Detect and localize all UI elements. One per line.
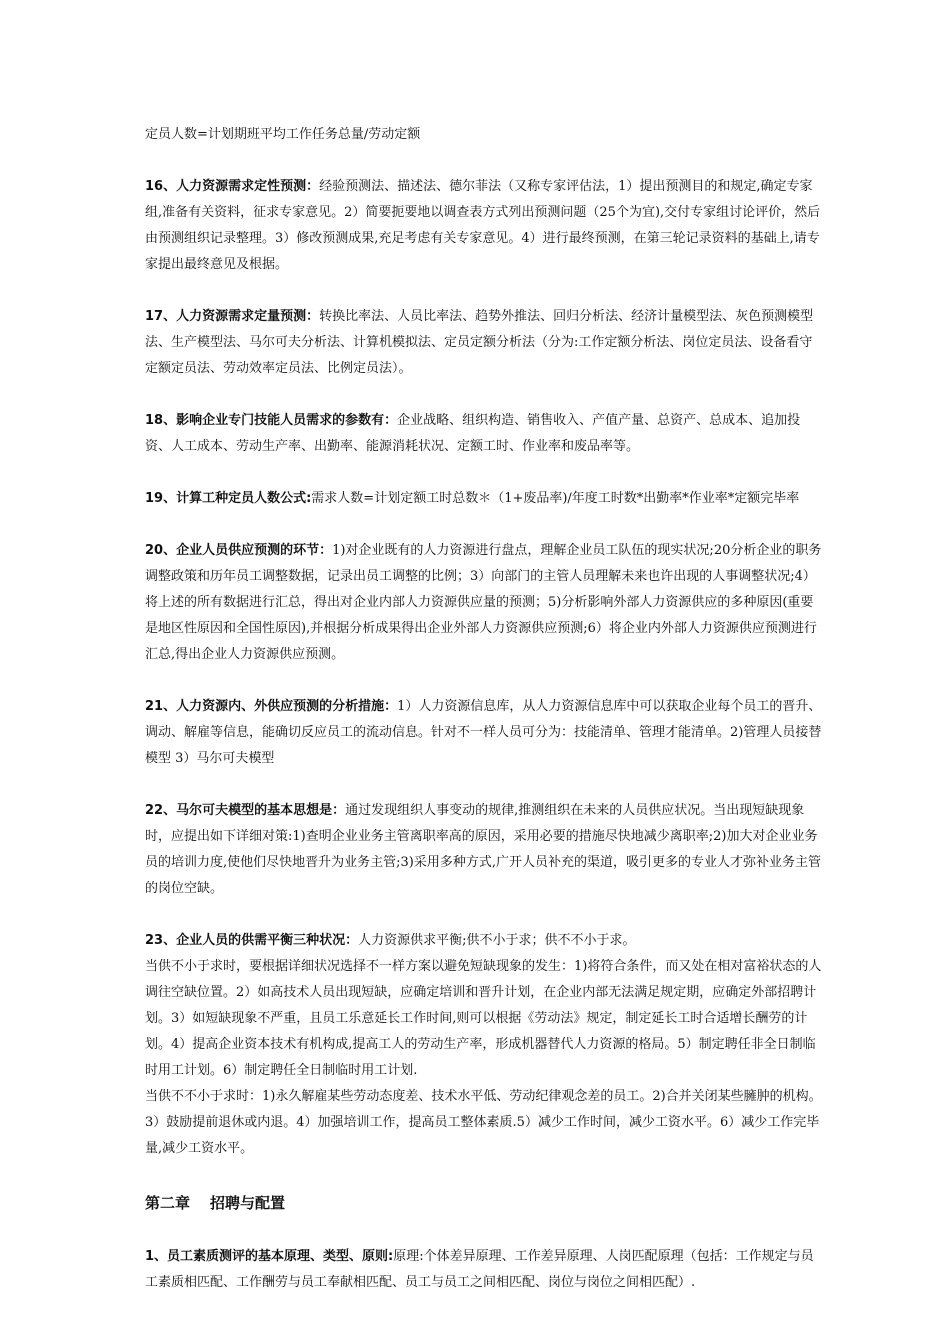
item-17 — [145, 304, 825, 382]
item-20-text: 1)对企业既有的人力资源进行盘点，理解企业员工队伍的现实状况;20分析企业的职务调整政策和历年员工调整数据，记录出员工调整的比例；3）向部门的主管人员理解未来也许出现的人事调整状况;4）将上述的所有数据进行汇总，得出对企业内部人力资源供应量的预测；5)分析影响外部人力资源供应的多种原因(重要是地区性原因和全国性原因),并根据分析成果得出企业外部人力资源供应预测;6）将企业内外部人力资源供应预测进行汇总,得出企业人力资源供应预测。 — [145, 543, 822, 662]
item-17-heading: 17、人力资源需求定量预测： — [145, 309, 320, 324]
chapter-number: 第二章 — [145, 1194, 191, 1212]
item-22 — [145, 798, 825, 902]
document-page — [145, 122, 825, 1296]
chapter-title: 招聘与配置 — [210, 1194, 286, 1212]
item-16 — [145, 174, 825, 278]
item-22-heading: 22、马尔可夫模型的基本思想是： — [145, 803, 346, 818]
item-18-heading: 18、影响企业专门技能人员需求的参数有： — [145, 413, 398, 428]
item-19-text: 需求人数=计划定额工时总数＊（1+废品率)/年度工时数*出勤率*作业率*定额完毕率 — [311, 491, 800, 506]
item-17-text: 转换比率法、人员比率法、趋势外推法、回归分析法、经济计量模型法、灰色预测模型法、生产模型法、马尔可夫分析法、计算机模拟法、定员定额分析法（分为:工作定额分析法、岗位定员法、设备看守定额定员法、劳动效率定员法、比例定员法）。 — [145, 309, 814, 376]
item-16-heading: 16、人力资源需求定性预测： — [145, 179, 320, 194]
item-18 — [145, 408, 825, 460]
formula-line: 定员人数=计划期班平均工作任务总量/劳动定额 — [145, 127, 421, 142]
item-21-text: 1）人力资源信息库，从人力资源信息库中可以获取企业每个员工的晋升、调动、解雇等信息，能确切反应员工的流动信息。针对不一样人员可分为：技能清单、管理才能清单。2)管理人员接替模型 3）马尔可夫模型 — [145, 699, 822, 766]
item-23 — [145, 928, 825, 954]
chapter-item-1-text: 原理:个体差异原理、工作差异原理、人岗匹配原理（包括：工作规定与员工素质相匹配、工作酬劳与员工奉献相匹配、员工与员工之间相匹配、岗位与岗位之间相匹配）. — [145, 1249, 814, 1290]
item-19 — [145, 486, 825, 512]
item-23-continuation-1: 当供不小于求时，要根据详细状况选择不一样方案以避免短缺现象的发生：1)将符合条件，而又处在相对富裕状态的人调往空缺位置。2）如高技术人员出现短缺，应确定培训和晋升计划，在企业内部无法满足规定期，应确定外部招聘计划。3）如短缺现象不严重，且员工乐意延长工作时间,则可以根据《劳动法》规定，制定延长工时合适增长酬劳的计划。4）提高企业资本技术有机构成,提高工人的劳动生产率，形成机器替代人力资源的格局。5）制定聘任非全日制临时用工计划。6）制定聘任全日制临时用工计划. — [145, 959, 822, 1078]
item-21-heading: 21、人力资源内、外供应预测的分析措施： — [145, 699, 398, 714]
chapter-item-1-heading: 1、员工素质测评的基本原理、类型、原则: — [145, 1249, 394, 1264]
item-19-heading: 19、计算工种定员人数公式: — [145, 491, 312, 506]
item-20-heading: 20、企业人员供应预测的环节： — [145, 543, 333, 558]
item-23-text: 人力资源供求平衡;供不小于求；供不不小于求。 — [358, 933, 636, 948]
item-21 — [145, 694, 825, 772]
item-22-text: 通过发现组织人事变动的规律,推测组织在未来的人员供应状况。当出现短缺现象时，应提出如下详细对策:1)查明企业业务主管离职率高的原因，采用必要的措施尽快地减少离职率;2)加大对企业业务员的培训力度,使他们尽快地晋升为业务主管;3)采用多种方式,广开人员补充的渠道，吸引更多的专业人才弥补业务主管的岗位空缺。 — [145, 803, 821, 896]
item-23-continuation-2: 当供不不小于求时：1)永久解雇某些劳动态度差、技术水平低、劳动纪律观念差的员工。2)合并关闭某些臃肿的机构。3）鼓励提前退休或内退。4）加强培训工作，提高员工整体素质.5）减少工作时间，减少工资水平。6）减少工作完毕量,减少工资水平。 — [145, 1089, 822, 1156]
chapter-heading — [145, 1188, 825, 1218]
item-20 — [145, 538, 825, 668]
item-18-text: 企业战略、组织构造、销售收入、产值产量、总资产、总成本、追加投资、人工成本、劳动生产率、出勤率、能源消耗状况、定额工时、作业率和废品率等。 — [145, 413, 801, 454]
item-23-heading: 23、企业人员的供需平衡三种状况： — [145, 933, 359, 948]
chapter-item-1 — [145, 1244, 825, 1296]
item-16-text: 经验预测法、描述法、德尔菲法（又称专家评估法，1）提出预测目的和规定,确定专家组,准备有关资料，征求专家意见。2）简要扼要地以调查表方式列出预测问题（25个为宜),交付专家组讨论评价，然后由预测组织记录整理。3）修改预测成果,充足考虑有关专家意见。4）进行最终预测，在第三轮记录资料的基础上,请专家提出最终意见及根据。 — [145, 179, 821, 272]
